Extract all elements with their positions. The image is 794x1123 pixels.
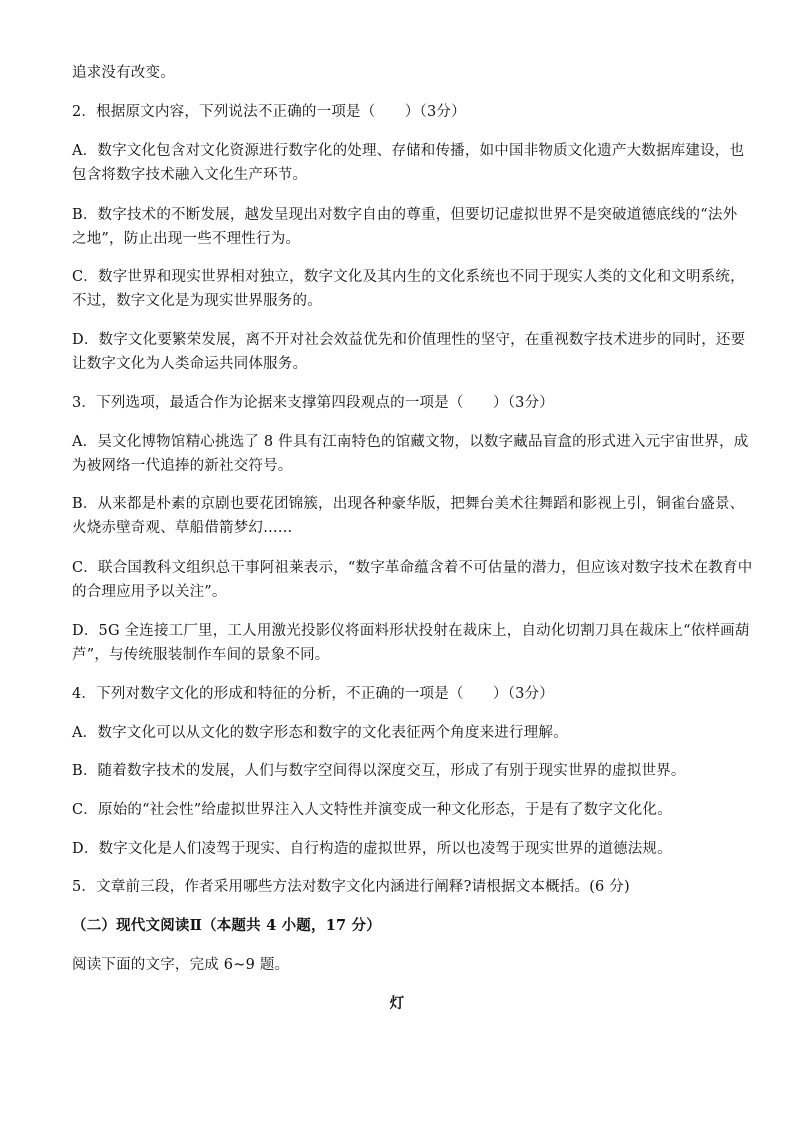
q2-option-d-line-1: D．数字文化要繁荣发展，离不开对社会效益优先和价值理性的坚守，在重视数字技术进步的同时，还要 [72, 332, 746, 348]
q3-option-a-line-2: 为被网络一代追捧的新社交符号。 [72, 458, 293, 474]
q3-option-b-line-1: B．从来都是朴素的京剧也要花团锦簇，出现各种豪华版，把舞台美术往舞蹈和影视上引，铜雀台盛景、 [72, 496, 745, 512]
q2-option-b-line-1: B．数字技术的不断发展，越发呈现出对数字自由的尊重，但要切记虚拟世界不是突破道德底线的“法外 [72, 207, 738, 223]
text-line-continuation: 追求没有改变。 [72, 65, 175, 81]
q3-option-d-line-2: 芦”，与传统服装制作车间的景象不同。 [72, 647, 330, 663]
q2-option-a-line-2: 包含将数字技术融入文化生产环节。 [72, 167, 308, 183]
q2-option-c-line-1: C．数字世界和现实世界相对独立，数字文化及其内生的文化系统也不同于现实人类的文化和文明系统， [72, 269, 745, 285]
q4-option-c: C．原始的“社会性”给虚拟世界注入人文特性并演变成一种文化形态，于是有了数字文化化。 [72, 802, 672, 818]
q3-option-a-line-1: A．吴文化博物馆精心挑选了 8 件具有江南特色的馆藏文物，以数字藏品盲盒的形式进入元宇宙世界，成 [72, 434, 749, 450]
section-heading: （二）现代文阅读Ⅱ（本题共 4 小题，17 分） [72, 917, 381, 934]
question-2-stem: 2．根据原文内容，下列说法不正确的一项是（ ）（3分） [72, 104, 466, 120]
q2-option-a-line-1: A．数字文化包含对文化资源进行数字化的处理、存储和传播，如中国非物质文化遗产大数据库建设，也 [72, 143, 745, 159]
q2-option-b-line-2: 之地”，防止出现一些不理性行为。 [72, 231, 301, 247]
q3-option-d-line-1: D．5G 全连接工厂里，工人用激光投影仪将面料形状投射在裁床上，自动化切割刀具在裁床上“依样画葫 [72, 623, 750, 639]
reading-instruction: 阅读下面的文字，完成 6~9 题。 [72, 957, 290, 973]
q3-option-c-line-1: C．联合国教科文组织总干事阿祖莱表示，“数字革命蕴含着不可估量的潜力，但应该对数字技术在教育中 [72, 560, 753, 576]
q4-option-a: A．数字文化可以从文化的数字形态和数字的文化表征两个角度来进行理解。 [72, 725, 568, 741]
q3-option-b-line-2: 火烧赤壁奇观、草船借箭梦幻…… [72, 520, 293, 536]
passage-title: 灯 [389, 995, 405, 1012]
q2-option-d-line-2: 让数字文化为人类命运共同体服务。 [72, 356, 308, 372]
question-3-stem: 3．下列选项，最适合作为论据来支撑第四段观点的一项是（ ）（3分） [72, 395, 554, 411]
q2-option-c-line-2: 不过，数字文化是为现实世界服务的。 [72, 293, 322, 309]
q3-option-c-line-2: 的合理应用予以关注”。 [72, 584, 227, 600]
q4-option-d: D．数字文化是人们凌驾于现实、自行构造的虚拟世界，所以也凌驾于现实世界的道德法规。 [72, 841, 672, 857]
question-5-stem: 5．文章前三段，作者采用哪些方法对数字文化内涵进行阐释?请根据文本概括。(6 分) [72, 879, 630, 895]
question-4-stem: 4．下列对数字文化的形成和特征的分析，不正确的一项是（ ）（3分） [72, 686, 554, 702]
q4-option-b: B．随着数字技术的发展，人们与数字空间得以深度交互，形成了有别于现实世界的虚拟世界。 [72, 763, 686, 779]
